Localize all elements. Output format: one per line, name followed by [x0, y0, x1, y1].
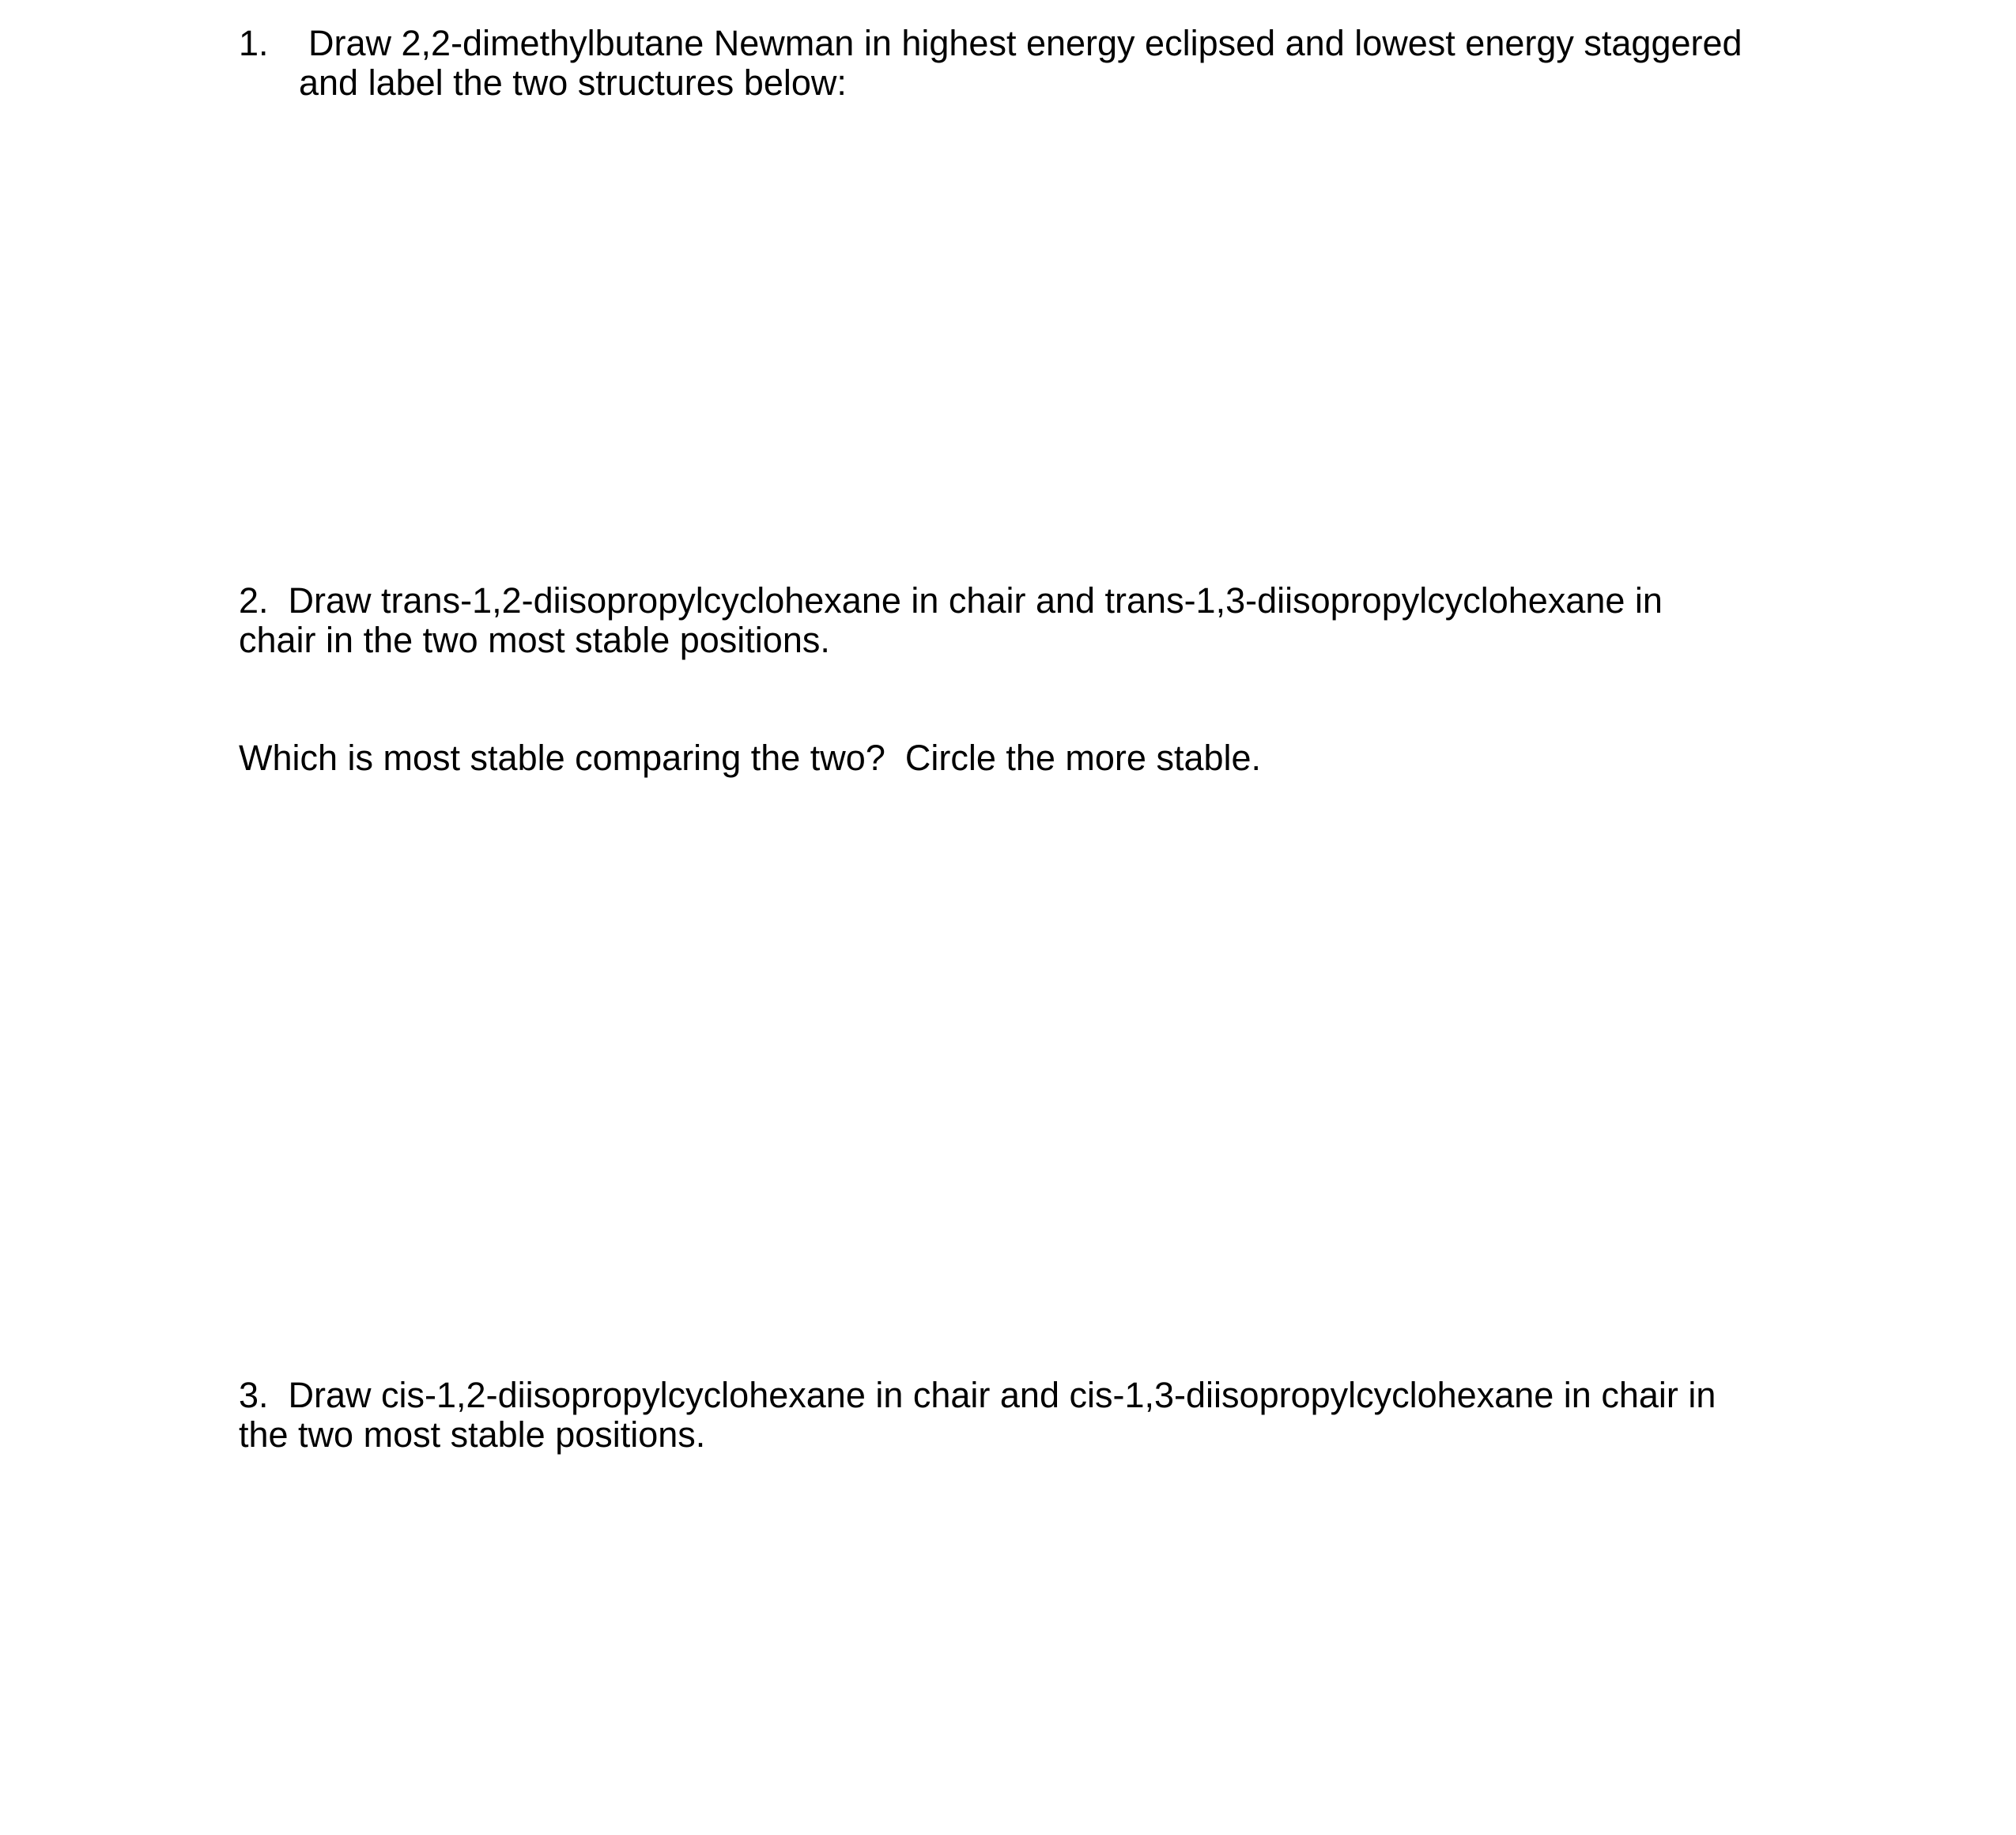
question-3-text-line-1: 3. Draw cis-1,2-diisopropylcyclohexane in chair and cis-1,3-diisopropylcyclohexane in chair in	[239, 1375, 1716, 1415]
question-2-text-line-2: chair in the two most stable positions.	[239, 620, 830, 660]
question-2-followup: Which is most stable comparing the two? Circle the more stable.	[239, 738, 1262, 778]
question-2-text-line-1: 2. Draw trans-1,2-diisopropylcyclohexane in chair and trans-1,3-diisopropylcyclohexane in	[239, 580, 1663, 621]
question-1-number: 1.	[239, 23, 269, 63]
question-3-text-line-2: the two most stable positions.	[239, 1414, 706, 1455]
question-1-text-line-1: Draw 2,2-dimethylbutane Newman in highest energy eclipsed and lowest energy staggered	[308, 23, 1742, 63]
question-1-text-line-2: and label the two structures below:	[299, 62, 847, 103]
